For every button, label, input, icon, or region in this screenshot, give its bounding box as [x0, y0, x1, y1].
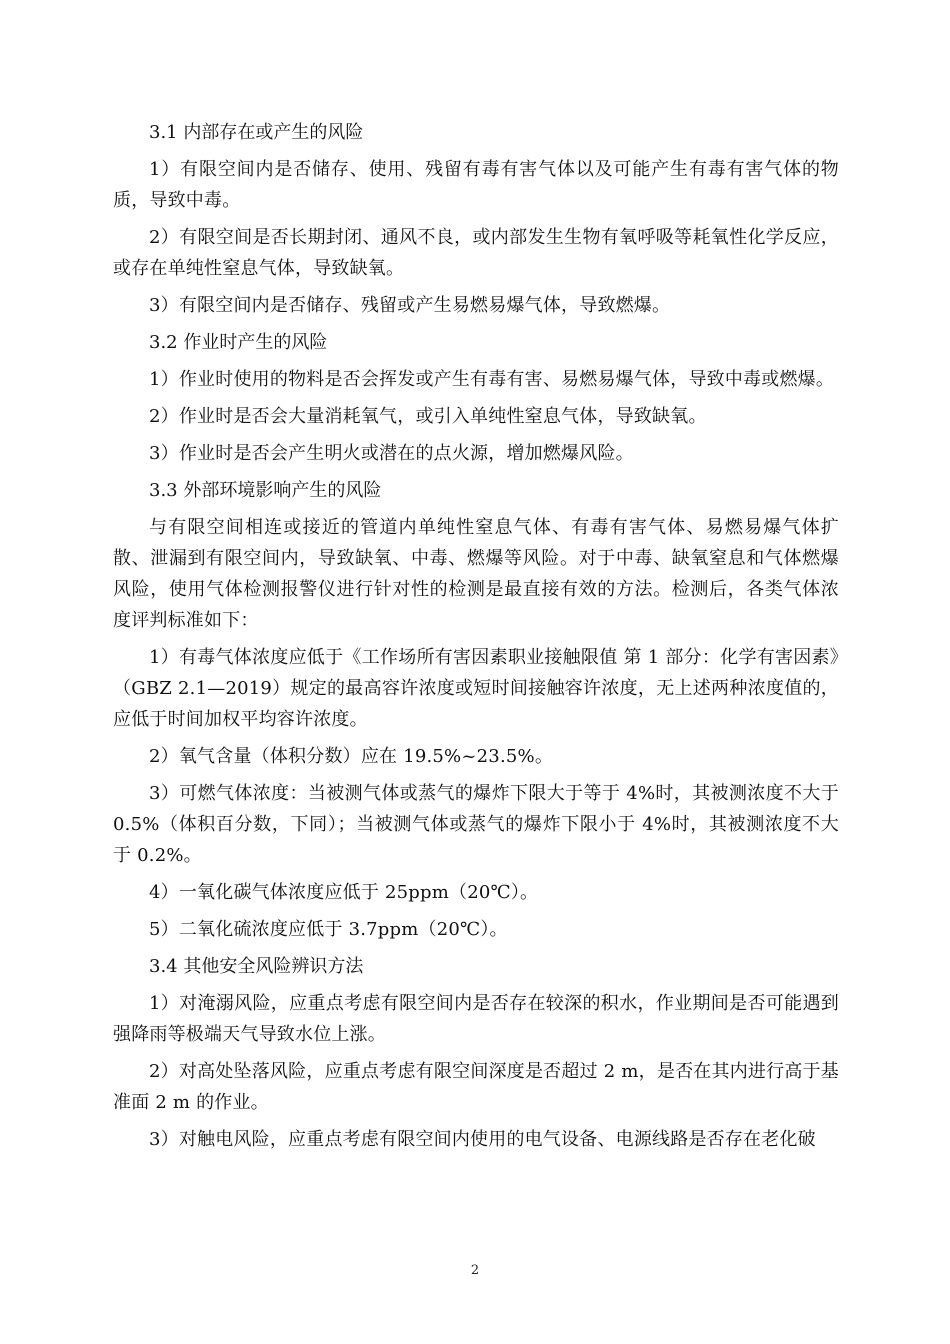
paragraph: 2）作业时是否会大量消耗氧气，或引入单纯性窒息气体，导致缺氧。: [149, 406, 707, 427]
paragraph: 1）有限空间内是否储存、使用、残留有毒有害气体以及可能产生有毒有害气体的物质，导致中毒。: [113, 159, 839, 211]
paragraph: 3）有限空间内是否储存、残留或产生易燃易爆气体，导致燃爆。: [149, 295, 671, 316]
paragraph: 3）可燃气体浓度：当被测气体或蒸气的爆炸下限大于等于 4%时，其被测浓度不大于 0.5%（体积百分数，下同）；当被测气体或蒸气的爆炸下限小于 4%时，其被测浓度不大于 0.2%。: [113, 783, 839, 866]
paragraph: 4）一氧化碳气体浓度应低于 25ppm（20℃）。: [149, 882, 539, 903]
paragraph: 1）有毒气体浓度应低于《工作场所有害因素职业接触限值 第 1 部分：化学有害因素》（GBZ 2.1—2019）规定的最高容许浓度或短时间接触容许浓度，无上述两种浓度值的，应低于时间加权平均容许浓度。: [113, 647, 839, 730]
paragraph: 2）对高处坠落风险，应重点考虑有限空间深度是否超过 2 m，是否在其内进行高于基准面 2 m 的作业。: [113, 1061, 839, 1113]
section-heading-3-2: 3.2 作业时产生的风险: [149, 332, 328, 353]
paragraph: 2）有限空间是否长期封闭、通风不良，或内部发生生物有氧呼吸等耗氧性化学反应，或存在单纯性窒息气体，导致缺氧。: [113, 227, 839, 279]
page-number: 2: [470, 1263, 480, 1278]
paragraph: 1）作业时使用的物料是否会挥发或产生有毒有害、易燃易爆气体，导致中毒或燃爆。: [149, 369, 835, 390]
paragraph: 与有限空间相连或接近的管道内单纯性窒息气体、有毒有害气体、易燃易爆气体扩散、泄漏到有限空间内，导致缺氧、中毒、燃爆等风险。对于中毒、缺氧窒息和气体燃爆风险，使用气体检测报警仪进行针对性的检测是最直接有效的方法。检测后，各类气体浓度评判标准如下：: [113, 517, 839, 631]
section-heading-3-4: 3.4 其他安全风险辨识方法: [149, 956, 364, 977]
section-heading-3-1: 3.1 内部存在或产生的风险: [149, 122, 364, 143]
section-heading-3-3: 3.3 外部环境影响产生的风险: [149, 480, 382, 501]
paragraph: 3）对触电风险，应重点考虑有限空间内使用的电气设备、电源线路是否存在老化破: [149, 1129, 816, 1150]
document-body: [113, 117, 839, 1161]
paragraph: 2）氧气含量（体积分数）应在 19.5%~23.5%。: [149, 746, 554, 767]
paragraph: 5）二氧化硫浓度应低于 3.7ppm（20℃）。: [149, 919, 508, 940]
paragraph: 1）对淹溺风险，应重点考虑有限空间内是否存在较深的积水，作业期间是否可能遇到强降雨等极端天气导致水位上涨。: [113, 993, 839, 1045]
paragraph: 3）作业时是否会产生明火或潜在的点火源，增加燃爆风险。: [149, 443, 634, 464]
